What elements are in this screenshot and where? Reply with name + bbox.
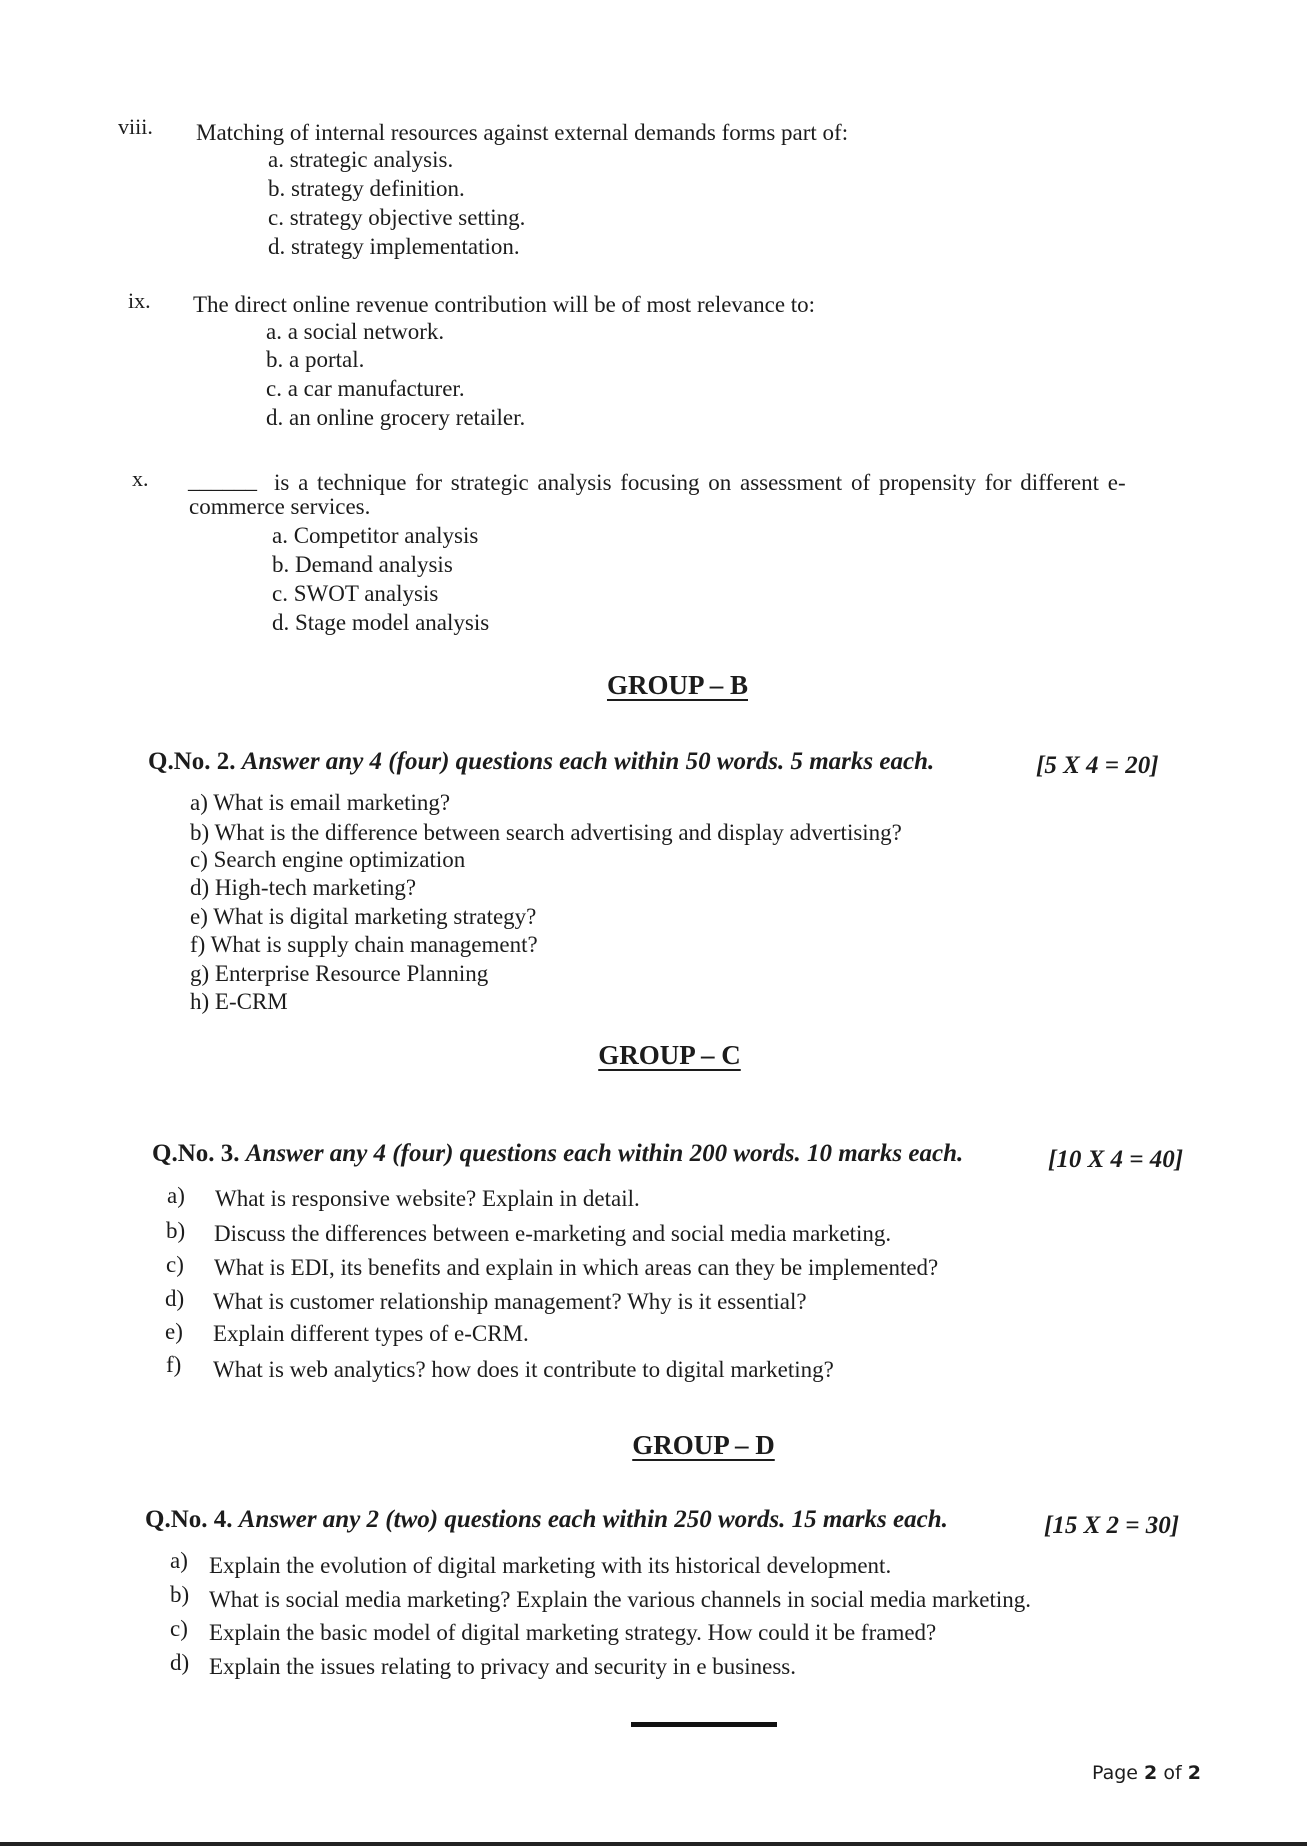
item-label: b) bbox=[170, 1582, 190, 1607]
list-item: Explain the evolution of digital marketing with its historical development. bbox=[209, 1553, 892, 1578]
question-stem-line2: commerce services. bbox=[189, 494, 371, 519]
question-number: viii. bbox=[118, 114, 153, 139]
marks-allocation: [15 X 2 = 30] bbox=[1044, 1512, 1180, 1539]
list-item: d) High-tech marketing? bbox=[190, 875, 417, 900]
list-item: c) Search engine optimization bbox=[190, 847, 466, 872]
list-item: b) What is the difference between search advertising and display advertising? bbox=[190, 820, 902, 845]
question-number: Q.No. 4. bbox=[145, 1506, 233, 1533]
page-middle: of bbox=[1157, 1762, 1188, 1784]
question-number: Q.No. 2. bbox=[148, 748, 236, 775]
list-item: What is customer relationship management? Why is it essential? bbox=[213, 1289, 807, 1314]
list-item: What is social media marketing? Explain the various channels in social media marketing. bbox=[209, 1587, 1031, 1612]
page-total: 2 bbox=[1187, 1762, 1201, 1784]
list-item: Explain the basic model of digital marketing strategy. How could it be framed? bbox=[209, 1620, 937, 1645]
question-stem-line1: is a technique for strategic analysis focusing on assessment of propensity for different e- bbox=[274, 470, 1126, 495]
option-a: a. strategic analysis. bbox=[268, 147, 454, 172]
group-d-heading: GROUP – D bbox=[632, 1430, 775, 1460]
option-b: b. a portal. bbox=[266, 347, 365, 372]
item-label: a) bbox=[170, 1548, 188, 1573]
group-c-question-line bbox=[152, 1140, 963, 1168]
question-stem: The direct online revenue contribution will be of most relevance to: bbox=[193, 292, 816, 317]
option-d: d. Stage model analysis bbox=[272, 610, 490, 635]
list-item: Explain the issues relating to privacy and security in e business. bbox=[209, 1654, 797, 1679]
list-item: What is responsive website? Explain in detail. bbox=[215, 1186, 640, 1211]
item-label: d) bbox=[170, 1650, 190, 1675]
page-current: 2 bbox=[1144, 1762, 1158, 1784]
list-item: What is EDI, its benefits and explain in which areas can they be implemented? bbox=[214, 1255, 939, 1280]
group-c-heading: GROUP – C bbox=[598, 1040, 741, 1070]
list-item: Explain different types of e-CRM. bbox=[213, 1321, 529, 1346]
option-c: c. strategy objective setting. bbox=[268, 205, 526, 230]
blank-line: ______ bbox=[188, 468, 257, 493]
item-label: e) bbox=[165, 1319, 183, 1344]
list-item: a) What is email marketing? bbox=[190, 790, 451, 815]
option-c: c. SWOT analysis bbox=[272, 581, 439, 606]
marks-allocation: [10 X 4 = 40] bbox=[1048, 1146, 1184, 1173]
page-bottom-border bbox=[0, 1842, 1307, 1846]
group-b-question-line bbox=[148, 748, 934, 776]
question-stem: Matching of internal resources against external demands forms part of: bbox=[196, 120, 849, 145]
list-item: What is web analytics? how does it contribute to digital marketing? bbox=[213, 1357, 834, 1382]
list-item: g) Enterprise Resource Planning bbox=[190, 961, 489, 986]
item-label: a) bbox=[167, 1183, 185, 1208]
question-number: ix. bbox=[128, 288, 151, 313]
item-label: f) bbox=[166, 1352, 182, 1377]
item-label: b) bbox=[166, 1218, 186, 1243]
end-rule bbox=[631, 1722, 777, 1727]
list-item: e) What is digital marketing strategy? bbox=[190, 904, 537, 929]
option-a: a. a social network. bbox=[266, 319, 445, 344]
group-b-heading: GROUP – B bbox=[606, 670, 748, 700]
option-c: c. a car manufacturer. bbox=[266, 376, 465, 401]
option-b: b. Demand analysis bbox=[272, 552, 453, 577]
item-label: c) bbox=[170, 1616, 188, 1641]
question-instruction: Answer any 2 (two) questions each within 250 words. 15 marks each. bbox=[238, 1506, 948, 1533]
list-item: Discuss the differences between e-marketing and social media marketing. bbox=[214, 1221, 892, 1246]
group-d-question-line bbox=[145, 1506, 948, 1534]
question-instruction: Answer any 4 (four) questions each within 200 words. 10 marks each. bbox=[245, 1140, 964, 1167]
item-label: d) bbox=[165, 1286, 185, 1311]
option-d: d. strategy implementation. bbox=[268, 234, 520, 259]
marks-allocation: [5 X 4 = 20] bbox=[1036, 752, 1159, 779]
question-number: x. bbox=[132, 466, 149, 491]
page-number bbox=[1092, 1762, 1201, 1784]
question-number: Q.No. 3. bbox=[152, 1140, 240, 1167]
option-b: b. strategy definition. bbox=[268, 176, 465, 201]
list-item: f) What is supply chain management? bbox=[190, 932, 538, 957]
item-label: c) bbox=[166, 1252, 184, 1277]
list-item: h) E-CRM bbox=[190, 989, 288, 1014]
option-a: a. Competitor analysis bbox=[272, 523, 479, 548]
option-d: d. an online grocery retailer. bbox=[266, 405, 526, 430]
page-prefix: Page bbox=[1092, 1762, 1145, 1784]
question-instruction: Answer any 4 (four) questions each within 50 words. 5 marks each. bbox=[241, 748, 935, 775]
